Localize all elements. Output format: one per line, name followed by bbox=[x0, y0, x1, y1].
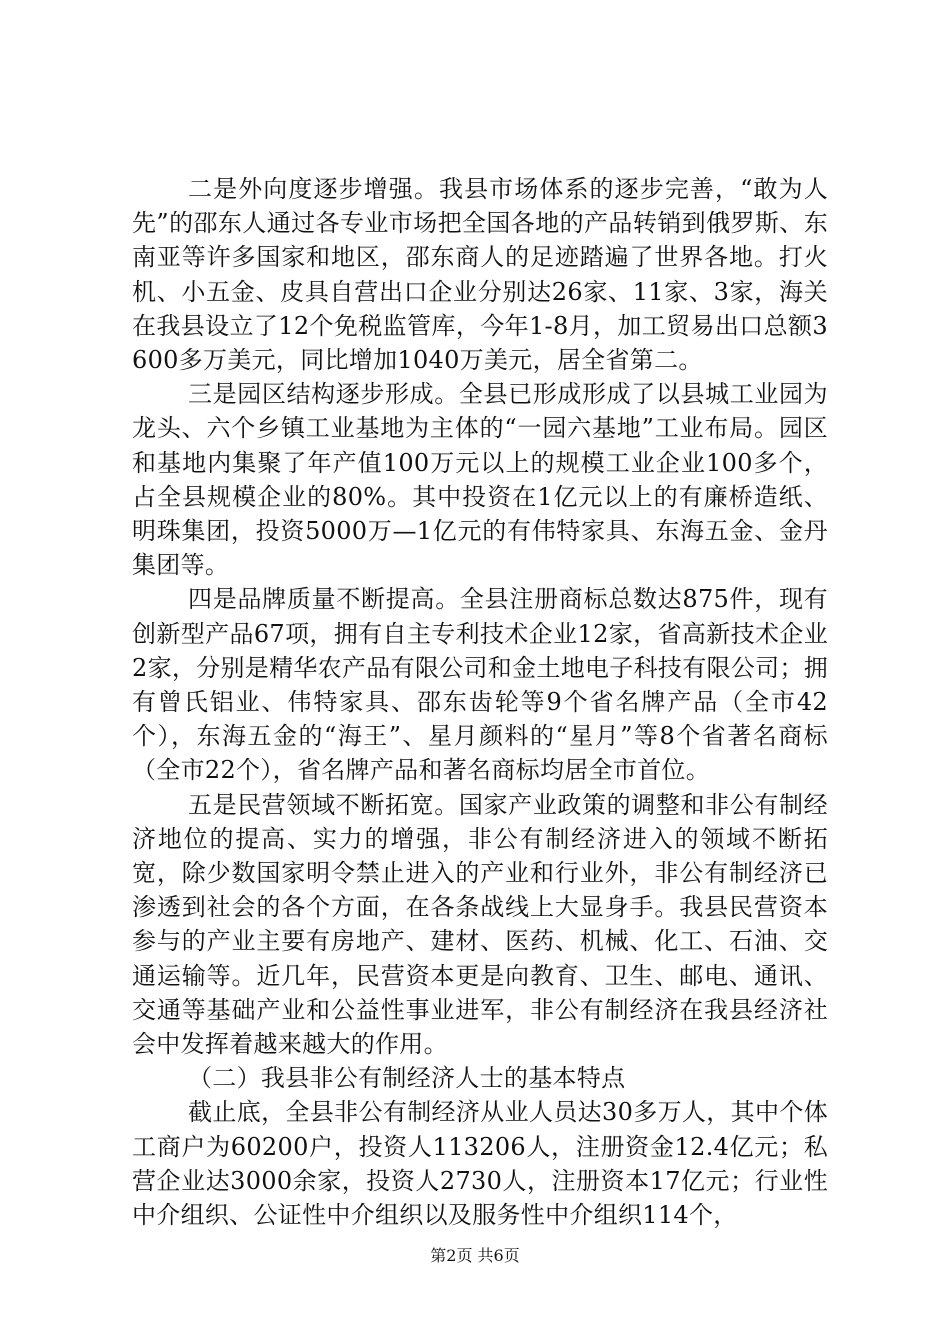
paragraph-outward-orientation: 二是外向度逐步增强。我县市场体系的逐步完善，“敢为人先”的邵东人通过各专业市场把全国各地的产品转销到俄罗斯、东南亚等许多国家和地区，邵东商人的足迹踏遍了世界各地。打火机、小五金、皮具自营出口企业分别达26家、11家、3家，海关在我县设立了12个免税监管库，今年1-8月，加工贸易出口总额3600多万美元，同比增加1040万美元，居全省第二。 bbox=[132, 175, 828, 375]
section-heading: （二）我县非公有制经济人士的基本特点 bbox=[188, 1064, 626, 1093]
page-footer: 第2页 共6页 bbox=[430, 1246, 520, 1265]
paragraph-park-structure: 三是园区结构逐步形成。全县已形成形成了以县城工业园为龙头、六个乡镇工业基地为主体的“一园六基地”工业布局。园区和基地内集聚了年产值100万元以上的规模工业企业100多个，占全县规模企业的80%。其中投资在1亿元以上的有廉桥造纸、明珠集团，投资5000万—1亿元的有伟特家具、东海五金、金丹集团等。 bbox=[132, 380, 828, 580]
paragraph-private-sector: 五是民营领域不断拓宽。国家产业政策的调整和非公有制经济地位的提高、实力的增强，非公有制经济进入的领域不断拓宽，除少数国家明令禁止进入的产业和行业外，非公有制经济已渗透到社会的各个方面，在各条战线上大显身手。我县民营资本参与的产业主要有房地产、建材、医药、机械、化工、石油、交通运输等。近几年，民营资本更是向教育、卫生、邮电、通讯、交通等基础产业和公益性事业进军，非公有制经济在我县经济社会中发挥着越来越大的作用。 bbox=[132, 790, 828, 1059]
paragraph-statistics: 截止底，全县非公有制经济从业人员达30多万人，其中个体工商户为60200户，投资人113206人，注册资金12.4亿元；私营企业达3000余家，投资人2730人，注册资本17亿元；行业性中介组织、公证性中介组织以及服务性中介组织114个， bbox=[132, 1098, 828, 1230]
document-page bbox=[132, 172, 828, 1232]
paragraph-brand-quality: 四是品牌质量不断提高。全县注册商标总数达875件，现有创新型产品67项，拥有自主专利技术企业12家，省高新技术企业2家，分别是精华农产品有限公司和金土地电子科技有限公司；拥有曾氏铝业、伟特家具、邵东齿轮等9个省名牌产品（全市42个），东海五金的“海王”、星月颜料的“星月”等8个省著名商标（全市22个），省名牌产品和著名商标均居全市首位。 bbox=[132, 585, 828, 785]
